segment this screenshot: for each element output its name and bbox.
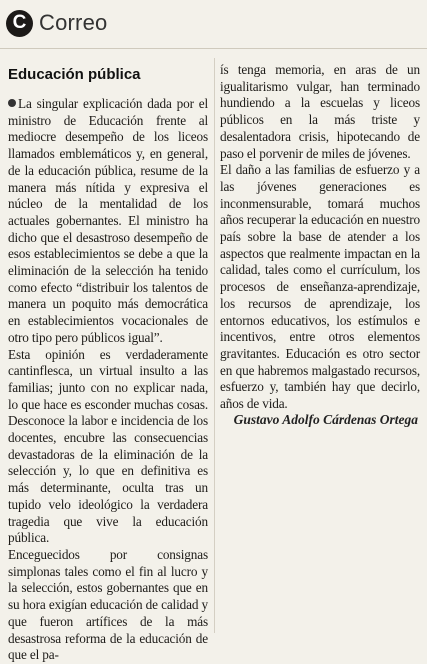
bullet-icon (8, 99, 16, 107)
article-column-right (220, 62, 420, 413)
column-divider (214, 58, 215, 633)
article-paragraph: Enceguecidos por consignas simplonas tales como el fin al lucro y la selección, estos gobernantes que en su hora exigían educación de calidad y que fueron artífices de la más desastrosa reforma de la educación de que el pa- (8, 546, 208, 663)
header-divider (0, 48, 427, 49)
article-headline: Educación pública (8, 66, 141, 83)
article-paragraph: La singular explicación dada por el ministro de Educación frente al mediocre desempeño de los liceos llamados emblemáticos y, en general, de la educación pública, resume de la manera más nítida y expresiva el núcleo de la mentalidad de los actuales gobernantes. El ministro ha dicho que el desastroso desempeño de esos establecimientos se debe a que la eliminación de la selección ha tenido como efecto “distribuir los talentos de manera un poquito más democrática en establecimientos vocacionales de otro tipo pero públicos igual”. (8, 96, 208, 345)
article-column-left (8, 96, 208, 664)
newspaper-logo: C (6, 10, 33, 37)
article-paragraph: ís tenga memoria, en aras de un igualitarismo vulgar, han terminado hundiendo a la escuelas y liceos públicos en la más triste y desalentadora crisis, hipotecando de paso el porvenir de miles de jóvenes. (220, 62, 420, 161)
article-paragraph: El daño a las familias de esfuerzo y a las jóvenes generaciones es inconmensurable, tomará muchos años recuperar la educación en nuestro país sobre la base de atender a los aspectos que realmente impactan en la calidad, tales como el currículum, los procesos de enseñanza-aprendizaje, los recursos de aprendizaje, los entornos educativos, los estímulos e incentivos, entre otros elementos gravitantes. Educación es otro sector en que habremos malgastado recursos, esfuerzo y, también hay que decirlo, años de vida. (220, 162, 420, 412)
author-signature: Gustavo Adolfo Cárdenas Ortega (233, 412, 418, 427)
section-header (6, 8, 107, 38)
article-paragraph: Esta opinión es verdaderamente cantinflesca, un virtual insulto a las familias; junto con no explicar nada, lo que hace es esconder muchas cosas. Desconoce la labor e incidencia de los docentes, encubre las consecuencias devastadoras de la eliminación de la selección y, lo que en definitiva es más determinante, oculta tras un tupido velo ideológico la verdadera tragedia que vive la educación pública. (8, 346, 208, 546)
section-title: Correo (39, 10, 108, 35)
